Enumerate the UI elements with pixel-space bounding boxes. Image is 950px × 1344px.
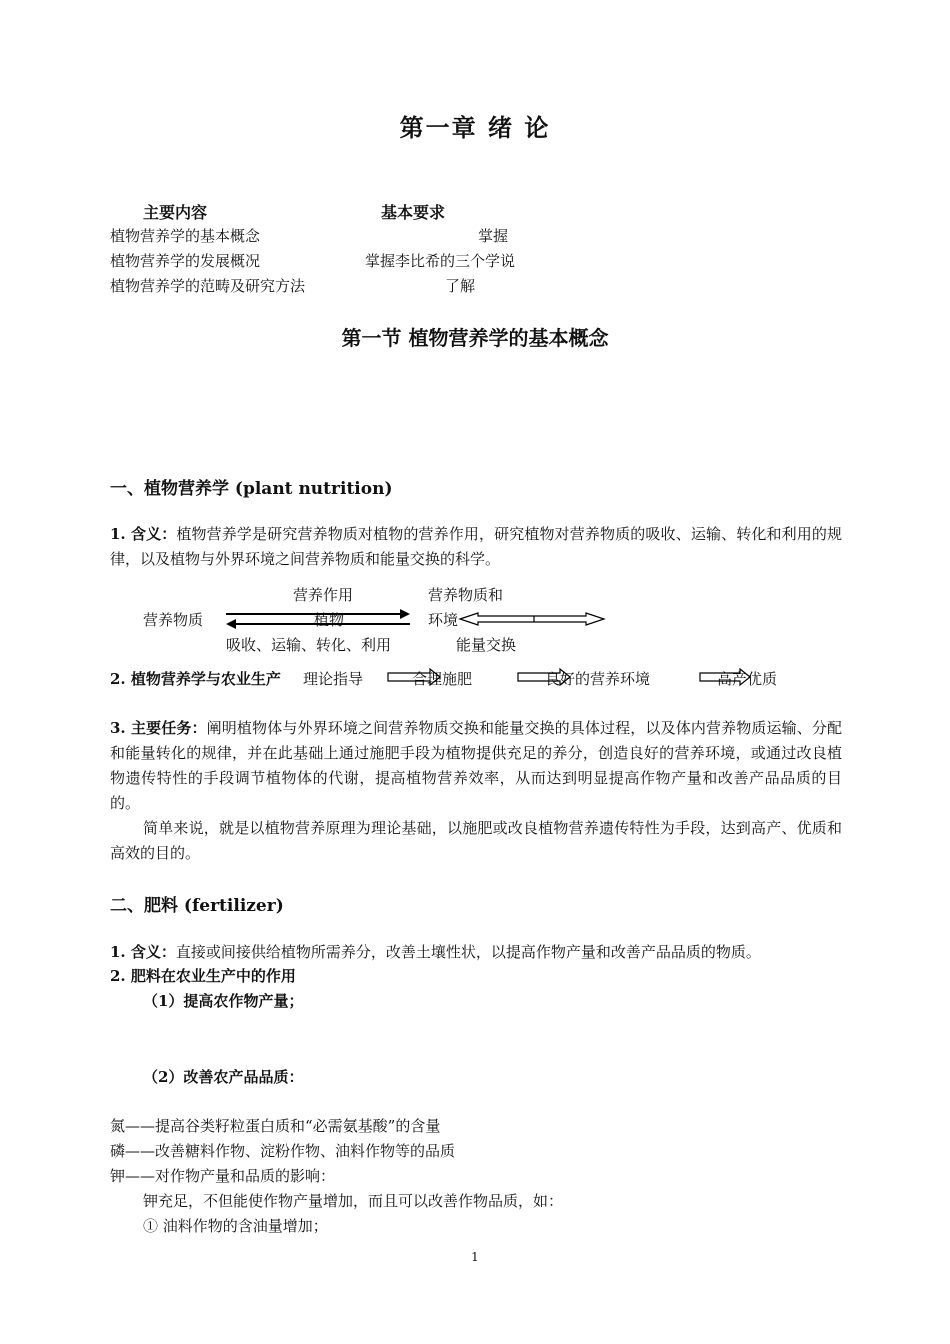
- potassium-line: 钾——对作物产量和品质的影响：: [110, 1167, 336, 1185]
- diagram-nutrients: 营养物质: [143, 611, 204, 629]
- role-item-1: （1）提高农作物产量；: [143, 992, 304, 1010]
- part1-def-text: 植物营养学是研究营养物质对植物的营养作用，研究植物对营养物质的吸收、运输、转化和利用的规律，以及植物与外界环境之间营养物质和能量交换的科学。: [110, 525, 842, 568]
- diagram-top-label: 营养作用: [293, 586, 354, 604]
- col-header-requirement: 基本要求: [381, 203, 446, 222]
- agri-step-1: 理论指导: [303, 670, 364, 688]
- part2-definition: [110, 940, 842, 965]
- diagram-environment: 环境: [428, 611, 459, 629]
- task-text: 阐明植物体与外界环境之间营养物质交换和能量交换的具体过程，以及体内营养物质运输、分配和能量转化的规律，并在此基础上通过施肥手段为植物提供充足的养分，创造良好的营养环境，或通过改良植物遗传特性的手段调节植物体的代谢，提高植物营养效率，从而达到明显提高作物产量和改善产品品质的目的。: [110, 719, 842, 812]
- exchange-double-arrow: [460, 613, 604, 625]
- potassium-detail: 钾充足，不但能使作物产量增加，而且可以改善作物品质，如：: [143, 1192, 564, 1210]
- diagram-exchange-bottom: 能量交换: [456, 636, 517, 654]
- chain-arrow-3: [700, 669, 750, 685]
- nutrition-arrow-right: [226, 609, 410, 619]
- agri-step-4: 高产优质: [717, 670, 778, 688]
- role-item-2: （2）改善农产品品质：: [143, 1068, 304, 1086]
- section-title: 第一节 植物营养学的基本概念: [341, 326, 609, 350]
- req-row-1-requirement: 掌握: [478, 227, 509, 245]
- req-row-2-requirement: 掌握李比希的三个学说: [365, 252, 516, 270]
- page-number: 1: [471, 1250, 479, 1264]
- part2-def-label: 1. 含义：: [110, 943, 176, 961]
- part1-tasks: [110, 716, 842, 816]
- part1-heading: 一、植物营养学 (plant nutrition): [110, 479, 393, 499]
- part1-summary: 简单来说，就是以植物营养原理为理论基础，以施肥或改良植物营养遗传特性为手段，达到高产、优质和高效的目的。: [110, 819, 842, 862]
- chain-arrow-2: [518, 669, 570, 685]
- col-header-content: 主要内容: [143, 203, 208, 222]
- part1-def-label: 1. 含义：: [110, 525, 177, 543]
- chain-arrow-1: [388, 669, 440, 685]
- nitrogen-line: 氮——提高谷类籽粒蛋白质和“必需氨基酸”的含量: [110, 1117, 441, 1135]
- phosphorus-line: 磷——改善糖料作物、淀粉作物、油料作物等的品质: [110, 1142, 456, 1160]
- example-1: ① 油料作物的含油量增加；: [143, 1217, 328, 1235]
- task-label: 3. 主要任务：: [110, 719, 207, 737]
- agri-label: 2. 植物营养学与农业生产: [110, 670, 281, 688]
- req-row-3-requirement: 了解: [445, 277, 476, 295]
- diagram-exchange-top: 营养物质和: [428, 586, 504, 604]
- part2-role-heading: 2. 肥料在农业生产中的作用: [110, 967, 296, 985]
- agri-step-3: 良好的营养环境: [545, 670, 651, 688]
- part2-heading: 二、肥料 (fertilizer): [110, 896, 284, 916]
- chapter-title: 第一章 绪 论: [399, 113, 551, 142]
- uptake-arrow-left: [226, 619, 410, 629]
- part2-def-text: 直接或间接供给植物所需养分，改善土壤性状，以提高作物产量和改善产品品质的物质。: [175, 943, 761, 961]
- diagram-plant: 植物: [314, 611, 345, 629]
- req-row-3-content: 植物营养学的范畴及研究方法: [110, 277, 306, 295]
- agri-step-2: 合理施肥: [412, 670, 473, 688]
- req-row-2-content: 植物营养学的发展概况: [110, 252, 261, 270]
- req-row-1-content: 植物营养学的基本概念: [110, 227, 261, 245]
- diagram-bottom-label: 吸收、运输、转化、利用: [226, 636, 392, 654]
